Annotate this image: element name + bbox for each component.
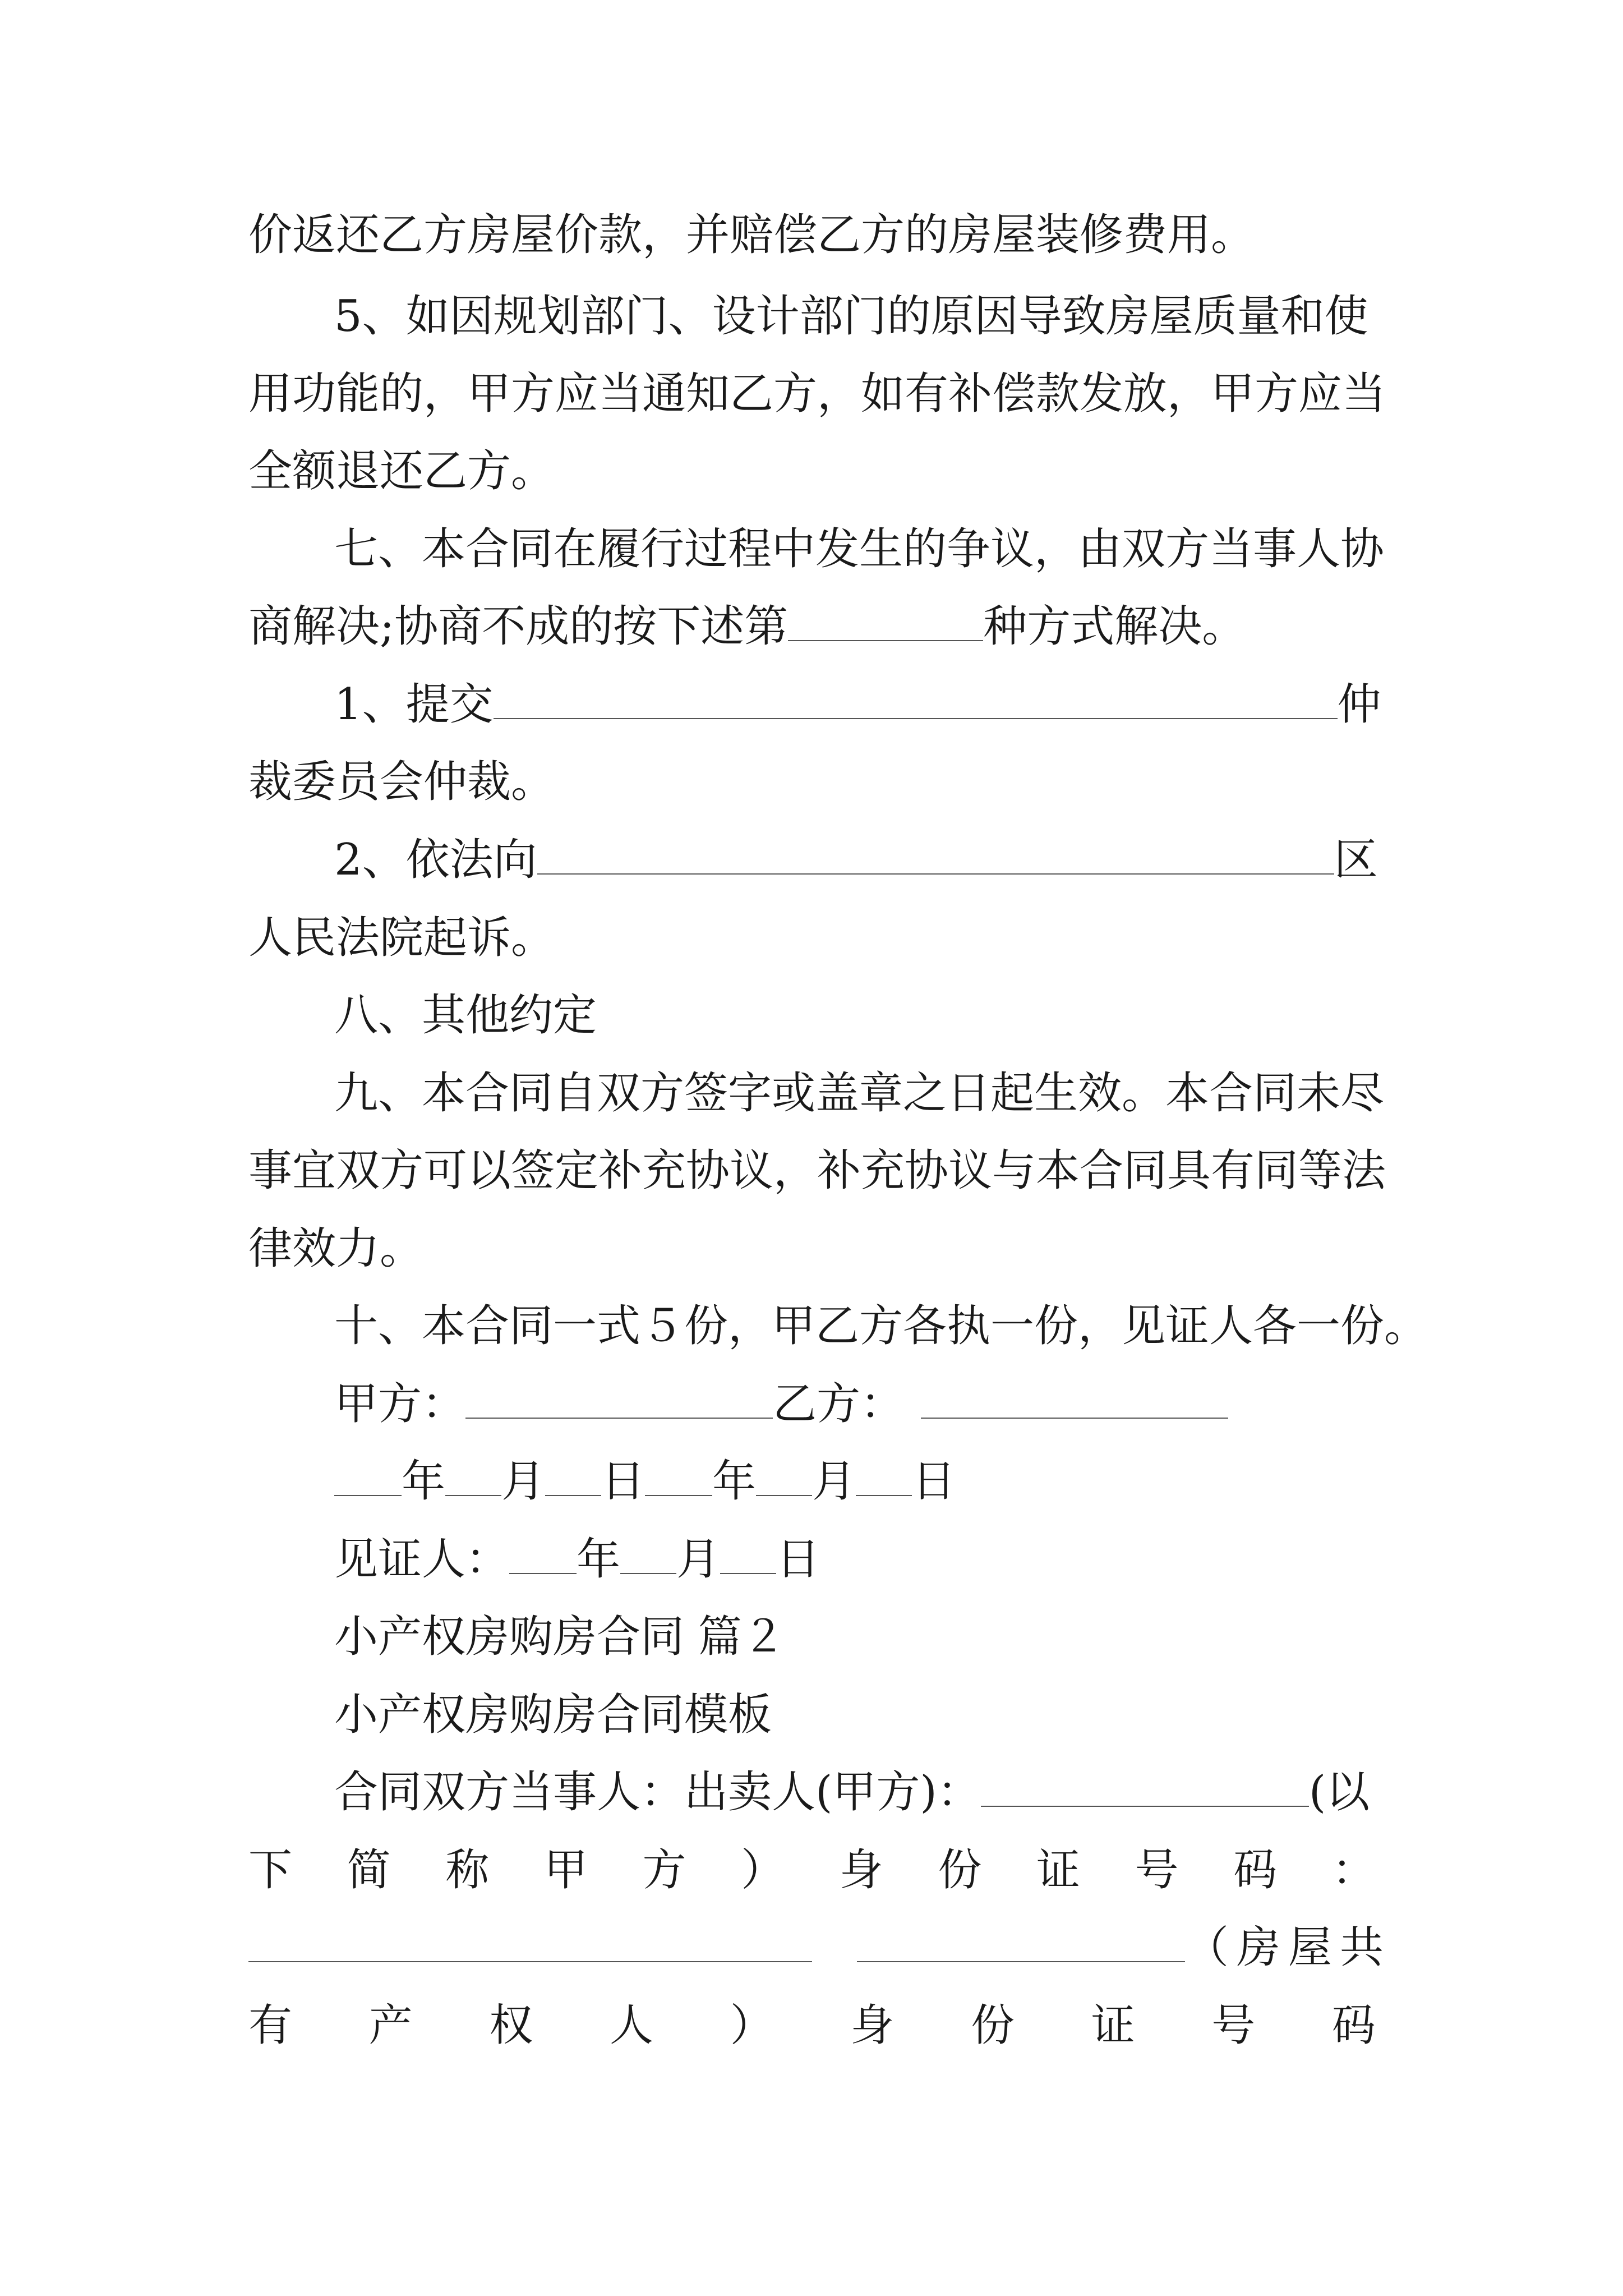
year-label: 年 <box>712 1456 757 1507</box>
year-label: 年 <box>402 1456 446 1507</box>
text-char: 份 <box>938 1845 982 1895</box>
text-segment: 种方式解决。 <box>983 601 1246 652</box>
text-segment: 合同双方当事人：出卖人(甲方)： <box>334 1767 981 1818</box>
text-char: 人 <box>609 2000 653 2051</box>
year-blank <box>334 1456 402 1496</box>
text-line: 用功能的，甲方应当通知乙方，如有补偿款发放，甲方应当 <box>248 369 1386 419</box>
text-char: ） <box>741 1845 785 1895</box>
year-blank <box>509 1534 577 1574</box>
text-line <box>248 1922 1391 1973</box>
day-label: 日 <box>776 1534 820 1585</box>
text-line: 十、本合同一式５份，甲乙方各执一份，见证人各一份。 <box>334 1301 1428 1351</box>
text-line <box>334 1766 1370 1818</box>
text-line: 人民法院起诉。 <box>248 913 555 963</box>
party-b-label: 乙方： <box>773 1379 905 1429</box>
text-line <box>334 834 1378 886</box>
coowner-label: （房屋共 <box>1185 1922 1392 1973</box>
day-blank <box>856 1456 912 1496</box>
seller-blank <box>981 1766 1309 1807</box>
witness-line <box>334 1534 820 1585</box>
text-line: 律效力。 <box>248 1223 424 1274</box>
coowner-blank <box>857 1922 1185 1962</box>
text-char: ： <box>1331 1845 1376 1895</box>
text-char: 称 <box>445 1845 490 1895</box>
text-line: 全额退还乙方。 <box>248 446 555 496</box>
text-char: 有 <box>248 2000 293 2051</box>
text-char: 权 <box>489 2000 533 2051</box>
text-line: 七、本合同在履行过程中发生的争议，由双方当事人协 <box>334 524 1385 574</box>
party-b-blank <box>921 1378 1228 1419</box>
text-char: 下 <box>248 1845 293 1895</box>
text-line <box>248 601 1246 652</box>
signature-line <box>334 1378 1228 1430</box>
text-line: 价返还乙方房屋价款，并赔偿乙方的房屋装修费用。 <box>248 210 1255 260</box>
id-number-blank <box>248 1922 812 1962</box>
text-char: ） <box>730 2000 774 2051</box>
text-char: 码 <box>1233 1845 1278 1895</box>
template-title: 小产权房购房合同模板 <box>334 1690 772 1740</box>
text-char: 号 <box>1135 1845 1179 1895</box>
section-heading: 小产权房购房合同 篇２ <box>334 1612 786 1662</box>
text-char: 简 <box>347 1845 391 1895</box>
text-char: 证 <box>1091 2000 1135 2051</box>
text-segment: 区 <box>1334 835 1378 885</box>
year-label: 年 <box>577 1534 621 1585</box>
text-char: 产 <box>368 2000 413 2051</box>
text-line: 5、如因规划部门、设计部门的原因导致房屋质量和使 <box>334 291 1368 342</box>
day-blank <box>545 1456 601 1496</box>
text-segment: 1、提交 <box>334 679 494 730</box>
date-line <box>334 1456 956 1507</box>
party-a-label: 甲方： <box>334 1379 466 1429</box>
text-char: 方 <box>642 1845 686 1895</box>
month-label: 月 <box>676 1534 721 1585</box>
justified-line <box>248 2000 1376 2051</box>
month-blank <box>445 1456 501 1496</box>
text-char: 身 <box>850 2000 895 2051</box>
text-char: 号 <box>1211 2000 1256 2051</box>
party-a-blank <box>465 1378 773 1419</box>
text-line: 九、本合同自双方签字或盖章之日起生效。本合同未尽 <box>334 1068 1385 1119</box>
month-label: 月 <box>501 1456 546 1507</box>
witness-label: 见证人： <box>334 1534 510 1585</box>
text-char: 码 <box>1331 2000 1376 2051</box>
year-blank <box>645 1456 712 1496</box>
month-blank <box>620 1534 676 1574</box>
blank-field <box>788 601 983 641</box>
day-blank <box>720 1534 776 1574</box>
day-label: 日 <box>912 1456 956 1507</box>
text-char: 身 <box>839 1845 883 1895</box>
text-char: 证 <box>1036 1845 1081 1895</box>
blank-field <box>537 834 1334 875</box>
text-line <box>334 679 1381 730</box>
month-blank <box>756 1456 812 1496</box>
text-char: 份 <box>970 2000 1015 2051</box>
day-label: 日 <box>601 1456 645 1507</box>
month-label: 月 <box>812 1456 856 1507</box>
text-line: 事宜双方可以签定补充协议，补充协议与本合同具有同等法 <box>248 1145 1386 1196</box>
justified-line <box>248 1844 1376 1896</box>
text-line: 八、其他约定 <box>334 990 597 1041</box>
text-segment: 2、依法向 <box>334 835 537 885</box>
blank-field <box>494 679 1338 719</box>
text-segment: 仲 <box>1337 679 1381 730</box>
text-segment: (以 <box>1308 1767 1370 1818</box>
text-segment: 商解决;协商不成的按下述第 <box>248 601 789 652</box>
text-char: 甲 <box>543 1845 588 1895</box>
text-line: 裁委员会仲裁。 <box>248 757 555 807</box>
